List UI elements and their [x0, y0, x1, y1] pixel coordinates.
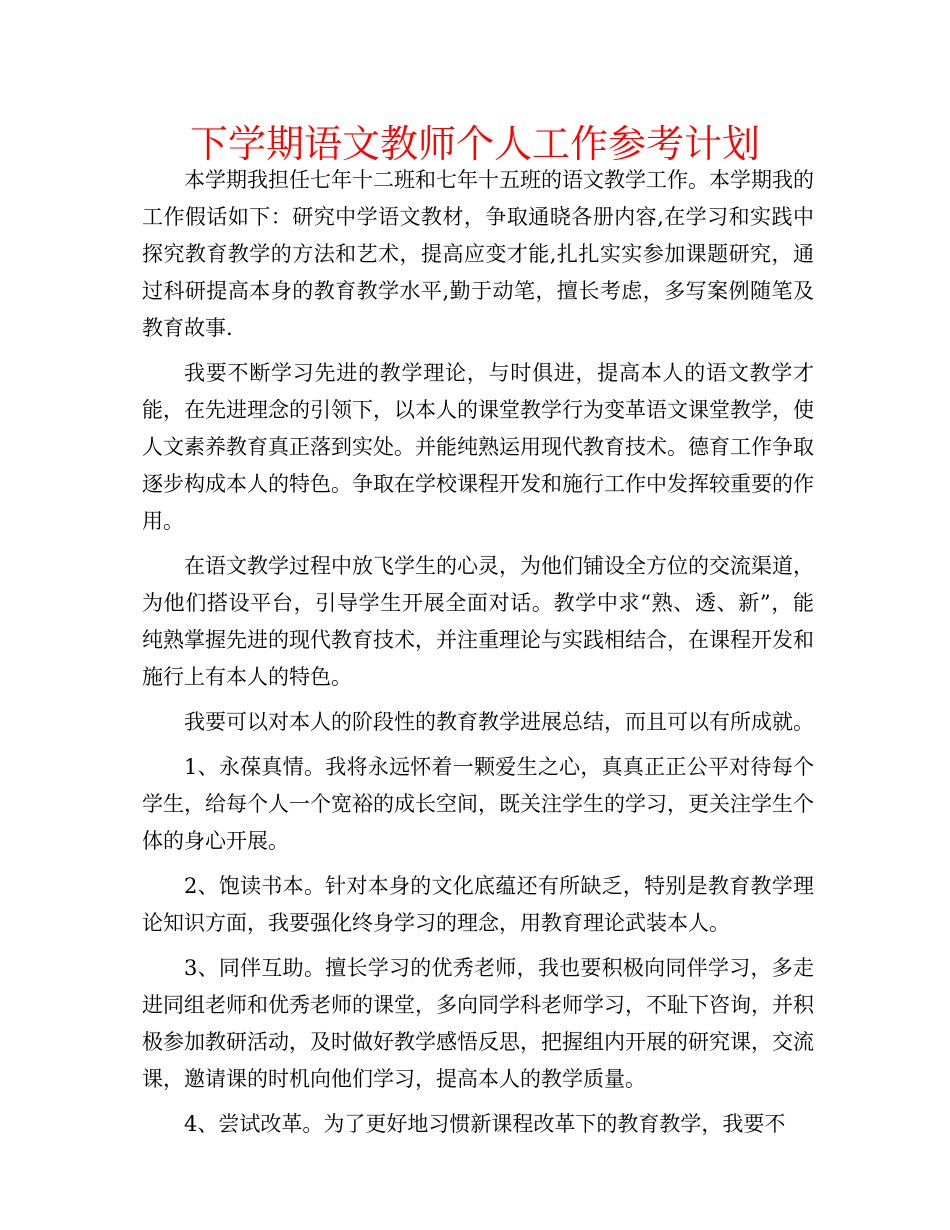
document-body	[142, 162, 814, 1151]
paragraph-1: 本学期我担任七年十二班和七年十五班的语文教学工作。本学期我的工作假话如下：研究中学语文教材，争取通晓各册内容,在学习和实践中探究教育教学的方法和艺术，提高应变才能,扎扎实实参加课题研究，通过科研提高本身的教育教学水平,勤于动笔，擅长考虑，多写案例随笔及教育故事.	[142, 168, 814, 340]
paragraph-6: 2、饱读书本。针对本身的文化底蕴还有所缺乏，特别是教育教学理论知识方面，我要强化终身学习的理念，用教育理论武装本人。	[142, 874, 814, 935]
paragraph-4: 我要可以对本人的阶段性的教育教学进展总结，而且可以有所成就。	[184, 710, 814, 734]
paragraph-2: 我要不断学习先进的教学理论，与时俱进，提高本人的语文教学才能，在先进理念的引领下，以本人的课堂教学行为变革语文课堂教学，使人文素养教育真正落到实处。并能纯熟运用现代教育技术。德育工作争取逐步构成本人的特色。争取在学校课程开发和施行工作中发挥较重要的作用。	[142, 361, 814, 533]
paragraph-5: 1、永葆真情。我将永远怀着一颗爱生之心，真真正正公平对待每个学生，给每个人一个宽裕的成长空间，既关注学生的学习，更关注学生个体的身心开展。	[142, 755, 814, 853]
document-title: 下学期语文教师个人工作参考计划	[189, 122, 760, 166]
paragraph-7: 3、同伴互助。擅长学习的优秀老师，我也要积极向同伴学习，多走进同组老师和优秀老师的课堂，多向同学科老师学习，不耻下咨询，并积极参加教研活动，及时做好教学感悟反思，把握组内开展的研究课，交流课，邀请课的时机向他们学习，提高本人的教学质量。	[142, 956, 814, 1091]
paragraph-8: 4、尝试改革。为了更好地习惯新课程改革下的教育教学，我要不	[184, 1112, 786, 1136]
paragraph-3: 在语文教学过程中放飞学生的心灵，为他们铺设全方位的交流渠道，为他们搭设平台，引导学生开展全面对话。教学中求“熟、透、新”，能纯熟掌握先进的现代教育技术，并注重理论与实践相结合，在课程开发和施行上有本人的特色。	[142, 554, 814, 689]
